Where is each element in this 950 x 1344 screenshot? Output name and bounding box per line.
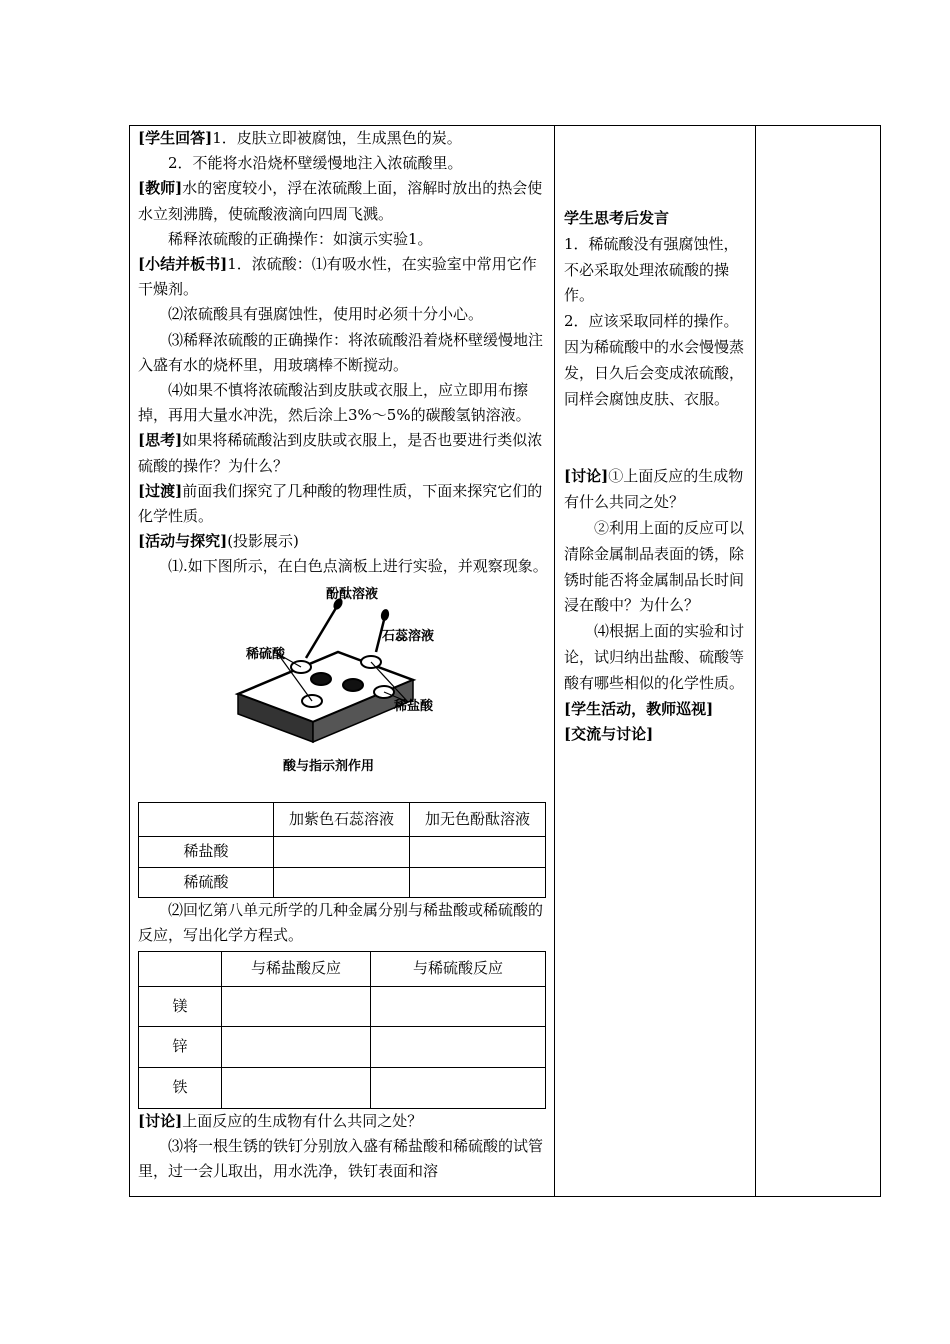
table-row: 与稀盐酸反应 与稀硫酸反应	[139, 952, 546, 987]
figure-caption: 酸与指示剂作用	[283, 758, 375, 774]
student-answer-1: 1．稀硫酸没有强腐蚀性，不必采取处理浓硫酸的操作。	[564, 234, 739, 305]
spot-plate-figure	[138, 582, 550, 802]
table-row: 稀盐酸	[139, 836, 546, 867]
student-activity-tag: [学生活动，教师巡视]	[564, 699, 714, 718]
activity-step-1: ⑴.如下图所示，在白色点滴板上进行实验，并观察现象。	[168, 557, 548, 576]
litmus-label: 石蕊溶液	[382, 628, 435, 644]
teacher-activity-column	[138, 126, 550, 1185]
metal-reaction-table	[138, 951, 546, 1109]
phenolphthalein-label: 酚酞溶液	[326, 586, 379, 602]
student-speak-heading: 学生思考后发言	[564, 209, 670, 227]
dilute-sulfuric-acid-label: 稀硫酸	[246, 646, 286, 662]
activity-step-2: ⑵回忆第八单元所学的几种金属分别与稀盐酸或稀硫酸的反应，写出化学方程式。	[138, 900, 544, 944]
teacher-paragraph: [教师]水的密度较小，浮在浓硫酸上面，溶解时放出的热会使水立刻沸腾，使硫酸液滴向四周飞溅。	[138, 179, 543, 223]
table-row: 铁	[139, 1068, 546, 1109]
table-row: 稀硫酸	[139, 867, 546, 897]
indicator-table	[138, 802, 546, 898]
table-row: 镁	[139, 987, 546, 1027]
dilution-operation-text: 稀释浓硫酸的正确操作：如演示实验1。	[168, 229, 433, 248]
summary-item-4: ⑷如果不慎将浓硫酸沾到皮肤或衣服上，应立即用布擦掉，再用大量水冲洗，然后涂上3%～5%的碳酸氢钠溶液。	[138, 381, 531, 425]
discussion-paragraph: [讨论]上面反应的生成物有什么共同之处？	[138, 1112, 423, 1131]
summary-item-3: ⑶稀释浓硫酸的正确操作：将浓硫酸沿着烧杯壁缓慢地注入盛有水的烧杯里，用玻璃棒不断搅动。	[138, 330, 544, 374]
summary-paragraph: [小结并板书]1．浓硫酸：⑴有吸水性，在实验室中常用它作干燥剂。	[138, 255, 537, 299]
discussion-item-2: ②利用上面的反应可以清除金属制品表面的锈，除锈时能否将金属制品长时间浸在酸中？为什么？	[564, 518, 745, 615]
column-divider-2	[755, 126, 756, 1196]
lesson-table	[129, 125, 881, 1197]
student-answer-paragraph: [学生回答]1．皮肤立即被腐蚀，生成黑色的炭。	[138, 129, 462, 147]
table-row: 锌	[139, 1027, 546, 1068]
answer-item-2: 2．不能将水沿烧杯壁缓慢地注入浓硫酸里。	[168, 154, 463, 173]
student-answer-2: 2．应该采取同样的操作。因为稀硫酸中的水会慢慢蒸发，日久后会变成浓硫酸，同样会腐蚀皮肤、衣服。	[564, 312, 745, 408]
transition-paragraph: [过渡]前面我们探究了几种酸的物理性质，下面来探究它们的化学性质。	[138, 481, 543, 526]
exchange-discussion-tag: [交流与讨论]	[564, 725, 654, 744]
discussion-block: [讨论]①上面反应的生成物有什么共同之处？	[564, 467, 744, 512]
column-divider-1	[554, 126, 555, 1196]
summary-item-2: ⑵浓硫酸具有强腐蚀性，使用时必须十分小心。	[168, 305, 484, 324]
activity-heading: [活动与探究](投影展示)	[138, 532, 299, 551]
dilute-hydrochloric-acid-label: 稀盐酸	[394, 698, 434, 714]
student-activity-column	[564, 206, 750, 748]
think-paragraph: [思考]如果将稀硫酸沾到皮肤或衣服上，是否也要进行类似浓硫酸的操作？为什么？	[138, 431, 543, 475]
activity-step-3: ⑶将一根生锈的铁钉分别放入盛有稀盐酸和稀硫酸的试管里，过一会儿取出，用水洗净，铁钉表面和溶	[138, 1137, 544, 1181]
table-row: 加紫色石蕊溶液 加无色酚酞溶液	[139, 802, 546, 836]
discussion-item-4: ⑷根据上面的实验和讨论，试归纳出盐酸、硫酸等酸有哪些相似的化学性质。	[564, 622, 745, 692]
